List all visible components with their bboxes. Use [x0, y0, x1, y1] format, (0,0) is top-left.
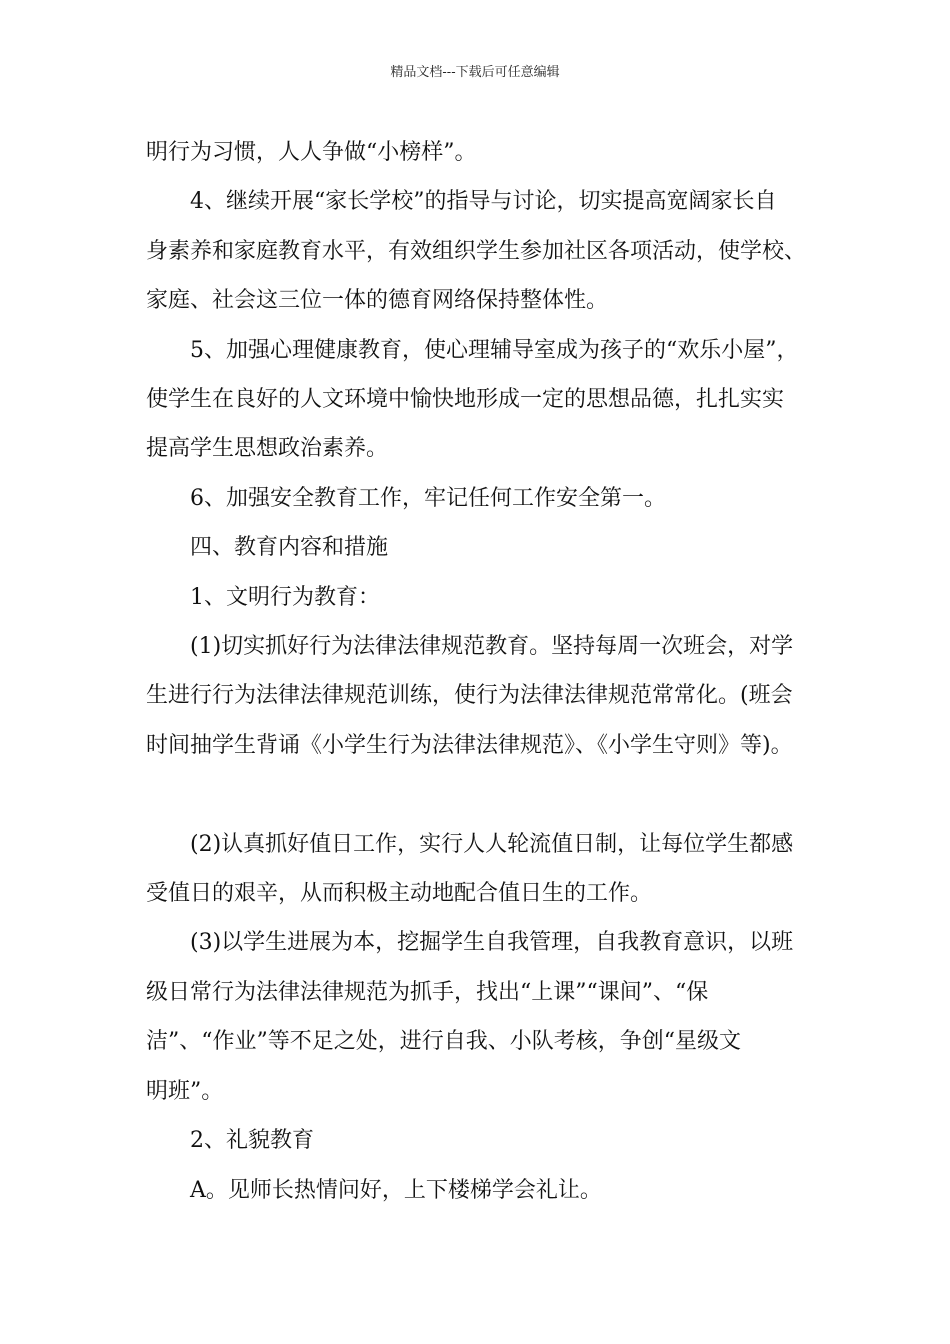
text-line: 明行为习惯，人人争做“小榜样”。: [146, 140, 477, 165]
paragraph-item-6: 6、加强安全教育工作，牢记任何工作安全第一。: [190, 485, 666, 511]
document-body: [146, 128, 810, 1215]
paragraph-sub-3: (3)以学生进展为本，挖掘学生自我管理，自我教育意识，以班: [190, 930, 794, 956]
paragraph-item-4: 4、继续开展“家长学校”的指导与讨论，切实提高宽阔家长自: [190, 189, 777, 215]
text-line: 生进行行为法律法律规范训练，使行为法律法律规范常常化。(班会: [146, 683, 793, 709]
text-line: 家庭、社会这三位一体的德育网络保持整体性。: [146, 288, 609, 314]
text-line: 提高学生思想政治素养。: [146, 436, 389, 462]
subsection-heading-1: 1、文明行为教育：: [190, 584, 380, 610]
section-heading: 四、教育内容和措施: [190, 535, 389, 561]
subsection-heading-2: 2、礼貌教育: [190, 1128, 314, 1154]
blank-line: [146, 770, 810, 819]
paragraph-item-5: 5、加强心理健康教育，使心理辅导室成为孩子的“欢乐小屋”，: [190, 337, 799, 363]
page-header: 精品文档---下载后可任意编辑: [390, 65, 560, 80]
text-line: 明班”。: [146, 1078, 224, 1104]
text-line: 身素养和家庭教育水平，有效组织学生参加社区各项活动，使学校、: [146, 238, 807, 264]
text-line: 受值日的艰辛，从而积极主动地配合值日生的工作。: [146, 881, 653, 907]
paragraph-sub-1: (1)切实抓好行为法律法律规范教育。坚持每周一次班会，对学: [190, 634, 794, 660]
paragraph-item-a: A。见师长热情问好，上下楼梯学会礼让。: [190, 1177, 602, 1203]
text-line: 级日常行为法律法律规范为抓手，找出“上课”“课间”、“保: [146, 979, 709, 1005]
text-line: 使学生在良好的人文环境中愉快地形成一定的思想品德，扎扎实实: [146, 387, 785, 413]
paragraph-sub-2: (2)认真抓好值日工作，实行人人轮流值日制，让每位学生都感: [190, 831, 794, 857]
text-line: 时间抽学生背诵《小学生行为法律法律规范》、《小学生守则》等)。: [146, 732, 793, 758]
text-line: 洁”、“作业”等不足之处，进行自我、小队考核，争创“星级文: [146, 1029, 741, 1055]
